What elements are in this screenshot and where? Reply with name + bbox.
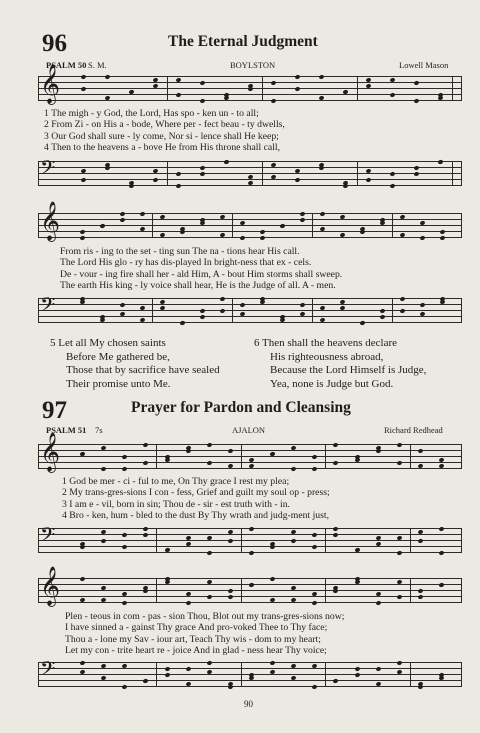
bar-line <box>262 161 263 186</box>
bar-line <box>325 444 326 469</box>
note-head <box>354 672 360 677</box>
bar-line <box>452 76 453 101</box>
lyrics-block: 1 The migh - y God, the Lord, Has spo - ken un - to all; 2 From Zi - on His a - bode, Where per - fect beau - ty dwells, 3 Our God shall sure - ly come, Nor si - lence shall He keep; 4 Then to the heavens a - bove He from His throne shall call, <box>44 108 285 154</box>
note-head <box>375 666 381 671</box>
note-head <box>200 171 206 176</box>
music-staff-bass <box>38 293 462 326</box>
staff-line <box>38 304 462 305</box>
note-head <box>359 320 365 325</box>
bass-clef-icon: 𝄢 <box>40 293 56 321</box>
note-head <box>105 74 111 79</box>
note-head <box>79 229 85 234</box>
bar-line <box>392 213 393 238</box>
note-head <box>359 229 365 234</box>
note-head <box>101 538 107 543</box>
note-head <box>179 229 185 234</box>
note-head <box>299 217 305 222</box>
note-head <box>139 211 145 216</box>
staff-line <box>38 76 462 77</box>
note-head <box>185 600 191 605</box>
staff-line <box>38 219 462 220</box>
staff-line <box>38 310 462 311</box>
staff-line <box>38 456 462 457</box>
bar-line <box>461 298 462 323</box>
hymn-title: The Eternal Judgment <box>168 33 318 50</box>
bar-line <box>38 528 39 553</box>
note-head <box>199 314 205 319</box>
stanza-6: 6 Then shall the heavens declare His righteousness abroad, Because the Lord Himself is Judge, Yea, none is Judge but God. <box>254 337 427 390</box>
bar-line <box>461 528 462 553</box>
note-head <box>119 211 125 216</box>
note-head <box>248 550 254 555</box>
staff-line <box>38 546 462 547</box>
note-head <box>223 159 229 164</box>
staff-line <box>38 161 462 162</box>
note-head <box>119 302 125 307</box>
note-head <box>119 217 125 222</box>
bar-line <box>325 578 326 603</box>
note-head <box>438 550 444 555</box>
note-head <box>354 666 360 671</box>
bar-line <box>241 528 242 553</box>
bar-line <box>461 444 462 469</box>
staff-line <box>38 94 462 95</box>
note-head <box>439 229 445 234</box>
bar-line <box>156 578 157 603</box>
note-head <box>438 526 444 531</box>
note-head <box>413 98 419 103</box>
bar-line <box>38 76 39 101</box>
note-head <box>179 320 185 325</box>
note-head <box>206 660 212 665</box>
note-head <box>390 171 396 176</box>
note-head <box>417 588 423 593</box>
bar-line <box>156 528 157 553</box>
music-staff-treble <box>38 201 462 241</box>
note-head <box>413 80 419 85</box>
note-head <box>396 660 402 665</box>
staff-line <box>38 686 462 687</box>
note-head <box>279 223 285 228</box>
hymn-composer: Lowell Mason <box>399 60 449 70</box>
note-head <box>419 302 425 307</box>
note-head <box>259 235 265 240</box>
note-head <box>206 460 212 465</box>
bar-line <box>38 578 39 603</box>
bass-clef-icon: 𝄢 <box>40 523 56 551</box>
note-head <box>295 177 301 182</box>
hymn-psalm: PSALM 50 <box>46 60 87 70</box>
note-head <box>227 594 233 599</box>
bar-line <box>232 213 233 238</box>
note-head <box>259 229 265 234</box>
bass-clef-icon: 𝄢 <box>40 657 56 685</box>
bar-line <box>38 444 39 469</box>
note-head <box>295 74 301 79</box>
staff-line <box>38 167 462 168</box>
staff-line <box>38 100 462 101</box>
note-head <box>299 302 305 307</box>
hymn-composer: Richard Redhead <box>384 425 443 435</box>
page-number: 90 <box>244 699 253 709</box>
note-head <box>101 466 107 471</box>
bar-line <box>232 298 233 323</box>
note-head <box>299 211 305 216</box>
note-head <box>419 235 425 240</box>
note-head <box>399 308 405 313</box>
bar-line <box>357 161 358 186</box>
note-head <box>152 177 158 182</box>
staff-line <box>38 231 462 232</box>
note-head <box>164 672 170 677</box>
music-staff-bass <box>38 523 462 556</box>
note-head <box>239 235 245 240</box>
note-head <box>375 600 381 605</box>
music-staff-bass <box>38 156 462 189</box>
note-head <box>417 594 423 599</box>
note-head <box>80 576 86 581</box>
treble-clef-icon: 𝄞 <box>40 64 61 104</box>
bar-line <box>461 161 462 186</box>
stanza-5: 5 Let all My chosen saints Before Me gathered be, Those that by sacrifice have sealed Their promise unto Me. <box>50 337 220 390</box>
hymn-meter: S. M. <box>88 60 107 70</box>
bar-line <box>38 298 39 323</box>
note-head <box>438 582 444 587</box>
note-head <box>417 684 423 689</box>
bar-line <box>241 444 242 469</box>
note-head <box>105 165 111 170</box>
note-head <box>318 165 324 170</box>
note-head <box>227 448 233 453</box>
hymn-number: 97 <box>42 397 67 424</box>
note-head <box>291 538 297 543</box>
bar-line <box>410 528 411 553</box>
note-head <box>379 314 385 319</box>
note-head <box>185 666 191 671</box>
note-head <box>396 460 402 465</box>
note-head <box>295 86 301 91</box>
note-head <box>199 308 205 313</box>
bar-line <box>152 298 153 323</box>
note-head <box>399 296 405 301</box>
staff-line <box>38 213 462 214</box>
bar-line <box>461 578 462 603</box>
bar-line <box>410 444 411 469</box>
note-head <box>413 171 419 176</box>
bar-line <box>167 76 168 101</box>
bass-clef-icon: 𝄢 <box>40 156 56 184</box>
note-head <box>270 576 276 581</box>
bar-line <box>452 161 453 186</box>
hymn-number: 96 <box>42 30 67 57</box>
bar-line <box>461 662 462 687</box>
bar-line <box>156 444 157 469</box>
note-head <box>80 660 86 665</box>
bar-line <box>38 161 39 186</box>
bar-line <box>410 578 411 603</box>
hymn-psalm: PSALM 51 <box>46 425 87 435</box>
bar-line <box>461 213 462 238</box>
lyrics-block: Plen - teous in com - pas - sion Thou, Blot out my trans-gres-sions now; I have sinned a - gainst Thy grace And pro-voked Thee to Thy face; Thou a - lone my Sav - iour art, Teach Thy wis - dom to my heart; Let my con - trite heart re - joice And in glad - ness hear Thy voice; <box>65 611 345 657</box>
music-staff-treble <box>38 432 462 472</box>
hymn-tune: AJALON <box>232 425 266 435</box>
staff-line <box>38 298 462 299</box>
note-head <box>227 538 233 543</box>
note-head <box>437 159 443 164</box>
lyrics-block: 1 God be mer - ci - ful to me, On Thy grace I rest my plea; 2 My trans-gres-sions I con - fess, Grief and guilt my soul op - press; 3 I am e - vil, born in sin; Thou de - sir - est truth with - in. 4 Bro - ken, hum - bled to the dust By Thy wrath and judg-ment just, <box>62 476 330 522</box>
staff-line <box>38 237 462 238</box>
note-head <box>79 235 85 240</box>
note-head <box>200 165 206 170</box>
bar-line <box>38 662 39 687</box>
note-head <box>227 588 233 593</box>
note-head <box>206 550 212 555</box>
note-head <box>227 684 233 689</box>
bar-line <box>152 213 153 238</box>
note-head <box>200 80 206 85</box>
bar-line <box>325 662 326 687</box>
bar-line <box>241 662 242 687</box>
note-head <box>417 538 423 543</box>
bar-line <box>167 161 168 186</box>
note-head <box>164 666 170 671</box>
treble-clef-icon: 𝄞 <box>40 566 61 606</box>
hymn-title: Prayer for Pardon and Cleansing <box>131 399 351 416</box>
bar-line <box>262 76 263 101</box>
note-head <box>413 165 419 170</box>
note-head <box>206 442 212 447</box>
note-head <box>417 448 423 453</box>
note-head <box>318 74 324 79</box>
treble-clef-icon: 𝄞 <box>40 201 61 241</box>
note-head <box>319 211 325 216</box>
note-head <box>396 550 402 555</box>
bar-line <box>312 213 313 238</box>
bar-line <box>38 213 39 238</box>
note-head <box>390 183 396 188</box>
staff-line <box>38 578 462 579</box>
music-staff-bass <box>38 657 462 690</box>
note-head <box>99 223 105 228</box>
bar-line <box>392 298 393 323</box>
note-head <box>219 308 225 313</box>
bar-line <box>312 298 313 323</box>
note-head <box>200 98 206 103</box>
bar-line <box>357 76 358 101</box>
bar-line <box>461 76 462 101</box>
note-head <box>379 308 385 313</box>
note-head <box>239 302 245 307</box>
hymn-tune: BOYLSTON <box>230 60 276 70</box>
note-head <box>396 594 402 599</box>
treble-clef-icon: 𝄞 <box>40 432 61 472</box>
bar-line <box>410 662 411 687</box>
music-staff-treble <box>38 566 462 606</box>
note-head <box>206 594 212 599</box>
note-head <box>219 296 225 301</box>
bar-line <box>325 528 326 553</box>
bar-line <box>241 578 242 603</box>
note-head <box>396 442 402 447</box>
hymn-meter: 7s <box>95 425 103 435</box>
bar-line <box>156 662 157 687</box>
note-head <box>270 660 276 665</box>
lyrics-block: From ris - ing to the set - ting sun The na - tions hear His call. The Lord His glo - ry has dis-played In bright-ness that ex - cels. De - vour - ing fire shall her - ald Him, A - bout Him storms shall sweep. The earth His king - ly voice shall hear, He is the Judge of all. A - men. <box>60 246 343 292</box>
note-head <box>390 92 396 97</box>
note-head <box>439 235 445 240</box>
note-head <box>248 526 254 531</box>
note-head <box>291 466 297 471</box>
note-head <box>248 582 254 587</box>
